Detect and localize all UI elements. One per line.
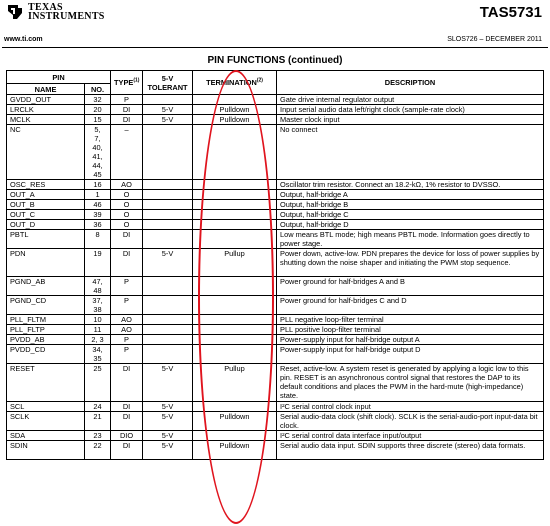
cell-tol: 5-V [143,441,193,460]
cell-desc: Serial audio-data clock (shift clock). SCLK is the serial-audio-port input-data bit clock. [277,412,544,431]
cell-term [193,296,277,315]
cell-tol: 5-V [143,412,193,431]
cell-name: SDA [7,431,85,441]
cell-type: O [111,190,143,200]
cell-term [193,95,277,105]
cell-name: PDN [7,249,85,277]
cell-tol: 5-V [143,249,193,277]
table-row [7,325,544,335]
cell-tol: 5-V [143,364,193,402]
cell-tol [143,220,193,230]
cell-name: PLL_FLTP [7,325,85,335]
cell-tol [143,200,193,210]
table-row [7,335,544,345]
cell-name: PGND_AB [7,277,85,296]
cell-no: 2, 3 [85,335,111,345]
cell-no: 10 [85,315,111,325]
table-row [7,220,544,230]
cell-type: DI [111,105,143,115]
cell-desc: Power-supply input for half-bridge output A [277,335,544,345]
company-line-1: TEXAS [28,2,63,13]
table-row [7,230,544,249]
col-description: DESCRIPTION [277,71,544,95]
cell-term [193,200,277,210]
cell-no: 15 [85,115,111,125]
table-row [7,105,544,115]
cell-desc: No connect [277,125,544,180]
cell-term [193,325,277,335]
cell-type: O [111,200,143,210]
col-name: NAME [7,84,85,95]
cell-name: PVDD_CD [7,345,85,364]
cell-name: NC [7,125,85,180]
cell-no: 8 [85,230,111,249]
cell-term [193,345,277,364]
ti-logo [6,3,105,21]
cell-term: Pullup [193,249,277,277]
cell-desc: Serial audio data input. SDIN supports three discrete (stereo) data formats. [277,441,544,460]
cell-term: Pulldown [193,115,277,125]
cell-no: 22 [85,441,111,460]
cell-tol [143,315,193,325]
cell-type: DI [111,441,143,460]
website-link[interactable]: www.ti.com [4,36,43,43]
cell-no: 34, 35 [85,345,111,364]
cell-desc: Output, half-bridge D [277,220,544,230]
cell-desc: Power-supply input for half-bridge output D [277,345,544,364]
table-row [7,431,544,441]
cell-desc: Input serial audio data left/right clock (sample-rate clock) [277,105,544,115]
col-tolerant: 5-V TOLERANT [143,71,193,95]
table-row [7,210,544,220]
cell-no: 36 [85,220,111,230]
part-number: TAS5731 [479,4,542,21]
cell-term [193,315,277,325]
cell-type: – [111,125,143,180]
cell-desc: Output, half-bridge C [277,210,544,220]
cell-type: DIO [111,431,143,441]
pin-functions-table [6,70,544,460]
cell-name: LRCLK [7,105,85,115]
cell-desc: Low means BTL mode; high means PBTL mode. Information goes directly to power stage. [277,230,544,249]
cell-term [193,230,277,249]
col-no: NO. [85,84,111,95]
table-row [7,125,544,180]
table-row [7,296,544,315]
cell-term: Pulldown [193,412,277,431]
col-type: TYPE$^{(1)}$ [111,71,143,95]
cell-no: 25 [85,364,111,402]
table-row [7,95,544,105]
cell-term: Pulldown [193,105,277,115]
doc-reference: SLOS726 – DECEMBER 2011 [447,36,542,43]
cell-no: 39 [85,210,111,220]
cell-desc: I²C serial control data interface input/output [277,431,544,441]
cell-desc: Power ground for half-bridges A and B [277,277,544,296]
cell-desc: Power ground for half-bridges C and D [277,296,544,315]
table-row [7,364,544,402]
cell-term: Pulldown [193,441,277,460]
cell-desc: Reset, active-low. A system reset is generated by applying a logic low to this pin. RESET is an asynchronous control signal that restores the DAP to its default conditions and places the PWM in the hard-mute (high-impedance) state. [277,364,544,402]
cell-name: PLL_FLTM [7,315,85,325]
cell-tol [143,190,193,200]
cell-type: DI [111,249,143,277]
table-row [7,345,544,364]
cell-term [193,190,277,200]
cell-desc: Master clock input [277,115,544,125]
cell-tol: 5-V [143,105,193,115]
cell-name: SDIN [7,441,85,460]
cell-name: RESET [7,364,85,402]
cell-type: DI [111,364,143,402]
cell-desc: Output, half-bridge B [277,200,544,210]
cell-tol [143,325,193,335]
table-title: PIN FUNCTIONS (continued) [207,55,343,66]
cell-name: OUT_A [7,190,85,200]
cell-desc: PLL positive loop-filter terminal [277,325,544,335]
cell-no: 23 [85,431,111,441]
cell-desc: Oscillator trim resistor. Connect an 18.2-kΩ, 1% resistor to DVSSO. [277,180,544,190]
table-row [7,277,544,296]
cell-type: P [111,296,143,315]
cell-name: GVDD_OUT [7,95,85,105]
cell-tol [143,125,193,180]
company-line-2: INSTRUMENTS [28,11,105,22]
cell-term [193,335,277,345]
cell-tol [143,210,193,220]
cell-no: 21 [85,412,111,431]
cell-type: DI [111,412,143,431]
cell-name: PBTL [7,230,85,249]
cell-name: MCLK [7,115,85,125]
cell-type: DI [111,115,143,125]
cell-type: AO [111,315,143,325]
cell-term [193,431,277,441]
cell-tol: 5-V [143,115,193,125]
cell-type: AO [111,180,143,190]
cell-tol: 5-V [143,402,193,412]
cell-no: 5, 7, 40, 41, 44, 45 [85,125,111,180]
table-row [7,402,544,412]
page-header [0,0,550,28]
table-row [7,412,544,431]
cell-term [193,125,277,180]
cell-desc: PLL negative loop-filter terminal [277,315,544,325]
cell-no: 32 [85,95,111,105]
cell-no: 19 [85,249,111,277]
cell-type: AO [111,325,143,335]
cell-no: 1 [85,190,111,200]
cell-name: OSC_RES [7,180,85,190]
cell-desc: Output, half-bridge A [277,190,544,200]
ti-logo-icon [6,3,24,21]
table-row [7,441,544,460]
cell-no: 24 [85,402,111,412]
table-row [7,200,544,210]
cell-tol [143,345,193,364]
table-row [7,115,544,125]
cell-term [193,220,277,230]
cell-tol [143,230,193,249]
cell-no: 37, 38 [85,296,111,315]
cell-no: 47, 48 [85,277,111,296]
cell-no: 20 [85,105,111,115]
cell-term [193,402,277,412]
cell-tol: 5-V [143,431,193,441]
cell-no: 16 [85,180,111,190]
header-divider [2,47,548,48]
col-pin: PIN [7,71,111,84]
cell-term [193,210,277,220]
cell-desc: Gate drive internal regulator output [277,95,544,105]
cell-tol [143,277,193,296]
cell-name: OUT_B [7,200,85,210]
cell-type: P [111,277,143,296]
cell-term: Pullup [193,364,277,402]
cell-name: OUT_D [7,220,85,230]
cell-no: 46 [85,200,111,210]
table-row [7,249,544,277]
cell-tol [143,95,193,105]
cell-type: DI [111,230,143,249]
company-name [28,3,105,21]
cell-no: 11 [85,325,111,335]
cell-name: PGND_CD [7,296,85,315]
cell-term [193,180,277,190]
cell-tol [143,296,193,315]
table-row [7,190,544,200]
cell-name: OUT_C [7,210,85,220]
cell-tol [143,335,193,345]
cell-type: P [111,335,143,345]
cell-name: PVDD_AB [7,335,85,345]
cell-desc: I²C serial control clock input [277,402,544,412]
cell-type: P [111,95,143,105]
cell-term [193,277,277,296]
table-row [7,180,544,190]
table-row [7,315,544,325]
cell-type: O [111,210,143,220]
cell-type: DI [111,402,143,412]
col-termination: TERMINATION$^{(2)}$ [193,71,277,95]
cell-name: SCL [7,402,85,412]
cell-type: O [111,220,143,230]
cell-tol [143,180,193,190]
cell-type: P [111,345,143,364]
cell-desc: Power down, active-low. PDN prepares the device for loss of power supplies by shutting down the noise shaper and initiating the PWM stop sequence. [277,249,544,277]
cell-name: SCLK [7,412,85,431]
